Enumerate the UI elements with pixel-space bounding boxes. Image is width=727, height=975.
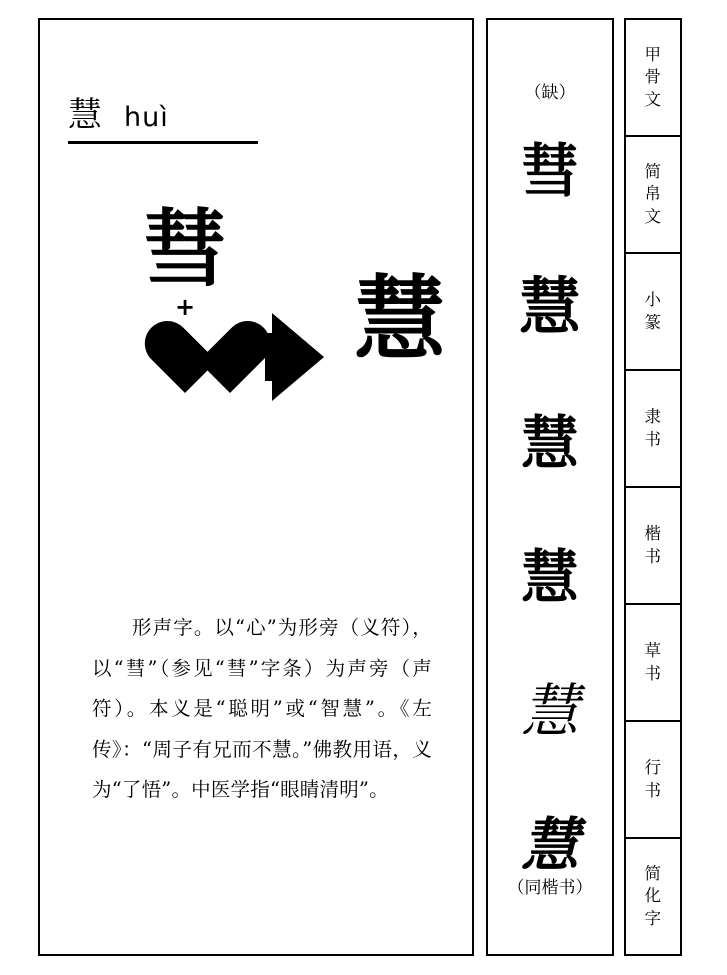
tab-lishu-line2: 书 xyxy=(644,429,662,449)
tab-jianhuazi-line2: 化 xyxy=(644,886,662,906)
tab-jiaguwen-line2: 骨 xyxy=(644,67,662,87)
tab-caoshu-line2: 书 xyxy=(644,663,662,683)
tab-kaishu[interactable] xyxy=(626,488,680,605)
tab-jianbowen-line1: 简 xyxy=(644,162,662,182)
explanation-text: 形声字。以“心”为形旁（义符），以“彗”（参见“彗”字条）为声旁（声符）。本义是“聪明”或“智慧”。《左传》：“周子有兄而不慧。”佛教用语，义为“了悟”。中医学指“眼睛清明”。 xyxy=(92,616,432,802)
plus-sign: + xyxy=(174,293,196,322)
tab-jianbowen-line3: 文 xyxy=(644,206,662,226)
script-form-caoshu: 慧 xyxy=(520,677,579,745)
tab-jianhuazi[interactable] xyxy=(626,839,680,954)
heart-pictograph-icon xyxy=(142,323,228,401)
tab-kaishu-line2: 书 xyxy=(644,546,662,566)
script-form-jianbowen: 彗 xyxy=(520,137,579,205)
headword-character: 慧 xyxy=(68,95,102,135)
phonetic-component-glyph: 彗 xyxy=(142,199,227,298)
tab-xiaozhuan[interactable] xyxy=(626,254,680,371)
tab-kaishu-line1: 楷 xyxy=(644,524,662,544)
tab-caoshu-line1: 草 xyxy=(644,641,662,661)
headword-block xyxy=(68,95,258,144)
tab-jianbowen[interactable] xyxy=(626,137,680,254)
tab-jianhuazi-line3: 字 xyxy=(644,908,662,928)
tab-jianhuazi-line1: 简 xyxy=(644,864,662,884)
script-forms-column xyxy=(486,18,614,956)
tab-jiaguwen[interactable] xyxy=(626,20,680,137)
script-form-kaishu: 慧 xyxy=(520,543,579,611)
headword-pinyin: huì xyxy=(124,102,169,133)
script-form-xingshu: 慧 xyxy=(520,811,579,879)
tab-lishu[interactable] xyxy=(626,371,680,488)
tab-jianbowen-line2: 帛 xyxy=(644,184,662,204)
tab-jiaguwen-line1: 甲 xyxy=(644,45,662,65)
glyph-components xyxy=(120,199,250,401)
script-forms-list xyxy=(488,138,612,878)
script-form-lishu: 慧 xyxy=(520,409,579,477)
tab-jiaguwen-line3: 文 xyxy=(644,89,662,109)
tab-xingshu[interactable] xyxy=(626,722,680,839)
missing-form-note: （缺） xyxy=(524,83,576,103)
tab-lishu-line1: 隶 xyxy=(644,407,662,427)
glyph-derivation-illustration xyxy=(80,199,446,535)
result-glyph: 慧 xyxy=(353,265,446,373)
tab-caoshu[interactable] xyxy=(626,605,680,722)
tab-xiaozhuan-line1: 小 xyxy=(644,290,662,310)
same-as-kaishu-note: （同楷书） xyxy=(507,878,593,898)
right-arrow-icon xyxy=(272,313,324,401)
glyph-result xyxy=(345,265,455,373)
tab-xingshu-line1: 行 xyxy=(644,758,662,778)
script-tab-strip xyxy=(624,18,682,956)
script-form-xiaozhuan: 慧 xyxy=(518,270,581,343)
tab-xiaozhuan-line2: 篆 xyxy=(644,312,662,332)
tab-xingshu-line2: 书 xyxy=(644,780,662,800)
entry-panel xyxy=(38,18,474,956)
